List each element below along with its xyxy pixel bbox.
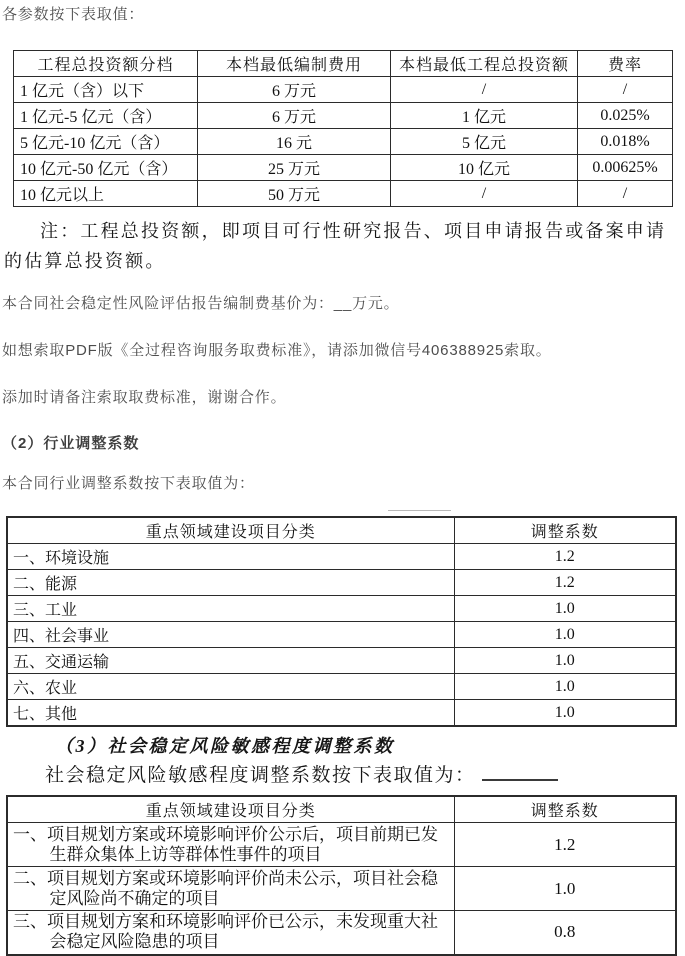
table-cell: 1 亿元-5 亿元（含） (14, 103, 198, 129)
table-cell: 1.0 (454, 867, 676, 911)
table-cell: 四、社会事业 (7, 622, 454, 648)
sensitivity-table-header: 重点领域建设项目分类 (7, 796, 454, 823)
table-cell: 1.2 (454, 570, 676, 596)
table-cell: 三、工业 (7, 596, 454, 622)
fee-table-header: 本档最低编制费用 (198, 51, 391, 77)
industry-table-header: 重点领域建设项目分类 (7, 517, 454, 544)
sensitivity-table-header: 调整系数 (454, 796, 676, 823)
fee-table-header-row (14, 51, 673, 77)
table-cell: 七、其他 (7, 700, 454, 727)
table-cell: 0.00625% (578, 155, 673, 181)
table-cell: 1.0 (454, 700, 676, 727)
industry-adjust-table (6, 516, 677, 727)
table-cell: 1.0 (454, 622, 676, 648)
table-cell: 0.025% (578, 103, 673, 129)
section3-heading: （3）社会稳定风险敏感程度调整系数 (55, 736, 395, 756)
table-row (7, 544, 676, 570)
sensitivity-adjust-table (6, 795, 677, 956)
table-cell: 5 亿元 (391, 129, 578, 155)
table-cell: 1.2 (454, 544, 676, 570)
table-row (7, 570, 676, 596)
table-cell: 1 亿元 (391, 103, 578, 129)
table-row (14, 103, 673, 129)
table-row (14, 155, 673, 181)
table-cell: 1 亿元（含）以下 (14, 77, 198, 103)
table-row (7, 674, 676, 700)
table-cell: 五、交通运输 (7, 648, 454, 674)
intro-paragraph: 各参数按下表取值： (2, 6, 145, 23)
table-cell: 25 万元 (198, 155, 391, 181)
section2-heading: （2）行业调整系数 (2, 435, 140, 452)
table-cell: 一、环境设施 (7, 544, 454, 570)
base-price-paragraph: 本合同社会稳定性风险评估报告编制费基价为：__万元。 (2, 295, 400, 312)
table-row (7, 596, 676, 622)
table-cell: 二、项目规划方案或环境影响评价尚未公示，项目社会稳定风险尚不确定的项目 (7, 867, 454, 911)
table-cell: 5 亿元-10 亿元（含） (14, 129, 198, 155)
table-row (7, 823, 676, 867)
table-cell: 二、能源 (7, 570, 454, 596)
table-row (7, 648, 676, 674)
section2-intro: 本合同行业调整系数按下表取值为： (2, 475, 255, 492)
table-cell: 一、项目规划方案或环境影响评价公示后，项目前期已发生群众集体上访等群体性事件的项目 (7, 823, 454, 867)
section3-intro (45, 762, 685, 789)
table-cell: 1.0 (454, 648, 676, 674)
table-cell: / (578, 77, 673, 103)
blank-underline (482, 762, 558, 781)
fee-table-header: 本档最低工程总投资额 (391, 51, 578, 77)
fee-table-header: 工程总投资额分档 (14, 51, 198, 77)
table-row (7, 700, 676, 727)
table-row (7, 622, 676, 648)
table-row (14, 77, 673, 103)
table-cell: 10 亿元-50 亿元（含） (14, 155, 198, 181)
table-row (14, 181, 673, 207)
table-cell: 6 万元 (198, 103, 391, 129)
table-cell: 六、农业 (7, 674, 454, 700)
table-cell: / (578, 181, 673, 207)
fee-table (13, 50, 673, 207)
fee-table-note: 注：工程总投资额，即项目可行性研究报告、项目申请报告或备案申请的估算总投资额。 (4, 221, 667, 271)
table-cell: 1.0 (454, 674, 676, 700)
table-cell: 16 元 (198, 129, 391, 155)
table-cell: 6 万元 (198, 77, 391, 103)
table-cell: 1.0 (454, 596, 676, 622)
industry-table-header-row (7, 517, 676, 544)
table-cell: / (391, 181, 578, 207)
table-cell: 三、项目规划方案和环境影响评价已公示，未发现重大社会稳定风险隐患的项目 (7, 911, 454, 955)
table-cell: 10 亿元以上 (14, 181, 198, 207)
table-row (14, 129, 673, 155)
table-row (7, 867, 676, 911)
table-cell: / (391, 77, 578, 103)
industry-table-header: 调整系数 (454, 517, 676, 544)
table-cell: 1.2 (454, 823, 676, 867)
blank-value-line (388, 510, 451, 511)
document-page (0, 5, 685, 956)
table-cell: 0.018% (578, 129, 673, 155)
sensitivity-table-header-row (7, 796, 676, 823)
table-cell: 0.8 (454, 911, 676, 955)
fee-table-header: 费率 (578, 51, 673, 77)
pdf-request-paragraph: 如想索取PDF版《全过程咨询服务取费标准》，请添加微信号406388925索取。 (2, 342, 552, 359)
section3-intro-text: 社会稳定风险敏感程度调整系数按下表取值为： (45, 765, 476, 786)
remark-request-paragraph: 添加时请备注索取取费标准，谢谢合作。 (2, 389, 287, 406)
table-cell: 10 亿元 (391, 155, 578, 181)
table-row (7, 911, 676, 955)
table-cell: 50 万元 (198, 181, 391, 207)
